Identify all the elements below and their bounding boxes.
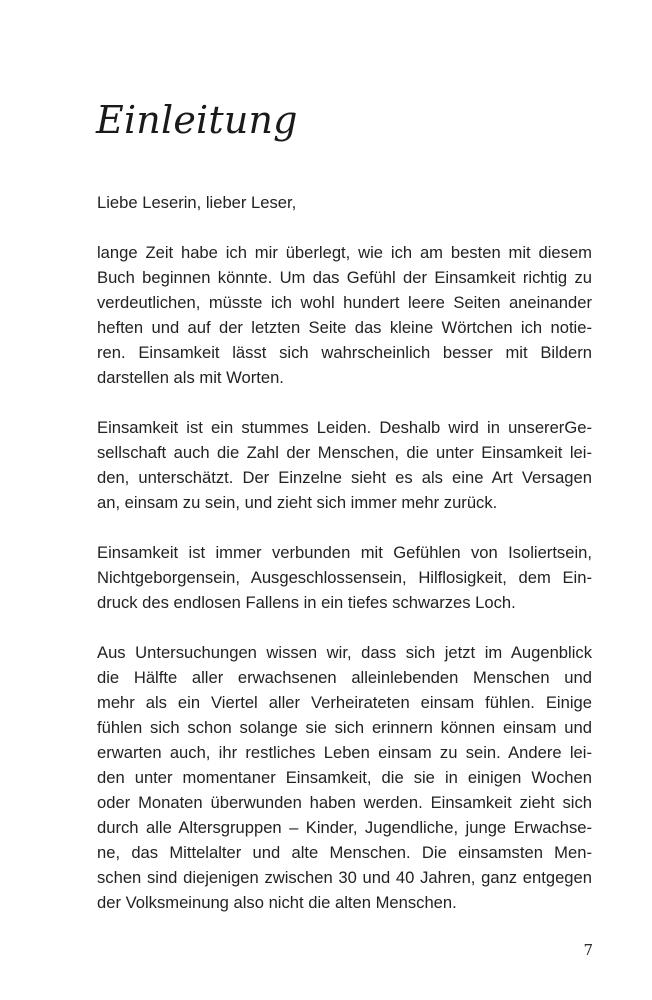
paragraph-4: [97, 640, 592, 915]
text-line: die Hälfte aller erwachsenen alleinlebenden Menschen und: [97, 668, 592, 687]
text-line: erwarten auch, ihr restliches Leben einsam zu sein. Andere lei-: [97, 743, 592, 762]
text-line: durch alle Altersgruppen – Kinder, Jugendliche, junge Erwachse-: [97, 818, 592, 837]
salutation: [97, 190, 592, 215]
text-line: mehr als ein Viertel aller Verheirateten einsam fühlen. Einige: [97, 693, 592, 712]
text-line: ne, das Mittelalter und alte Menschen. Die einsamsten Men-: [97, 843, 592, 862]
text-line: lange Zeit habe ich mir überlegt, wie ich am besten mit diesem: [97, 243, 592, 262]
text-line: an, einsam zu sein, und zieht sich immer mehr zurück.: [97, 493, 498, 512]
text-line: Liebe Leserin, lieber Leser,: [97, 193, 297, 212]
text-line: ren. Einsamkeit lässt sich wahrscheinlich besser mit Bildern: [97, 343, 592, 362]
text-line: Aus Untersuchungen wissen wir, dass sich jetzt im Augenblick: [97, 643, 592, 662]
text-line: heften und auf der letzten Seite das kleine Wörtchen ich notie-: [97, 318, 592, 337]
text-line: Einsamkeit ist immer verbunden mit Gefühlen von Isoliertsein,: [97, 543, 592, 562]
text-line: schen sind diejenigen zwischen 30 und 40 Jahren, ganz entgegen: [97, 868, 592, 887]
text-line: der Volksmeinung also nicht die alten Menschen.: [97, 893, 457, 912]
paragraph-3: [97, 540, 592, 615]
page-number: 7: [583, 941, 593, 959]
text-line: fühlen sich schon solange sie sich erinnern können einsam und: [97, 718, 592, 737]
text-line: Buch beginnen könnte. Um das Gefühl der Einsamkeit richtig zu: [97, 268, 592, 287]
text-line: oder Monaten überwunden haben werden. Einsamkeit zieht sich: [97, 793, 592, 812]
text-line: druck des endlosen Fallens in ein tiefes schwarzes Loch.: [97, 593, 516, 612]
text-line: den unter momentaner Einsamkeit, die sie in einigen Wochen: [97, 768, 592, 787]
text-line: verdeutlichen, müsste ich wohl hundert leere Seiten aneinander: [97, 293, 592, 312]
text-line: den, unterschätzt. Der Einzelne sieht es als eine Art Versagen: [97, 468, 592, 487]
text-line: Einsamkeit ist ein stummes Leiden. Deshalb wird in unsererGe-: [97, 418, 592, 437]
text-line: Nichtgeborgensein, Ausgeschlossensein, Hilflosigkeit, dem Ein-: [97, 568, 592, 587]
text-line: sellschaft auch die Zahl der Menschen, die unter Einsamkeit lei-: [97, 443, 592, 462]
chapter-title: Einleitung: [96, 98, 298, 142]
chapter-body: [97, 190, 592, 940]
paragraph-1: [97, 240, 592, 390]
text-line: darstellen als mit Worten.: [97, 368, 284, 387]
paragraph-2: [97, 415, 592, 515]
